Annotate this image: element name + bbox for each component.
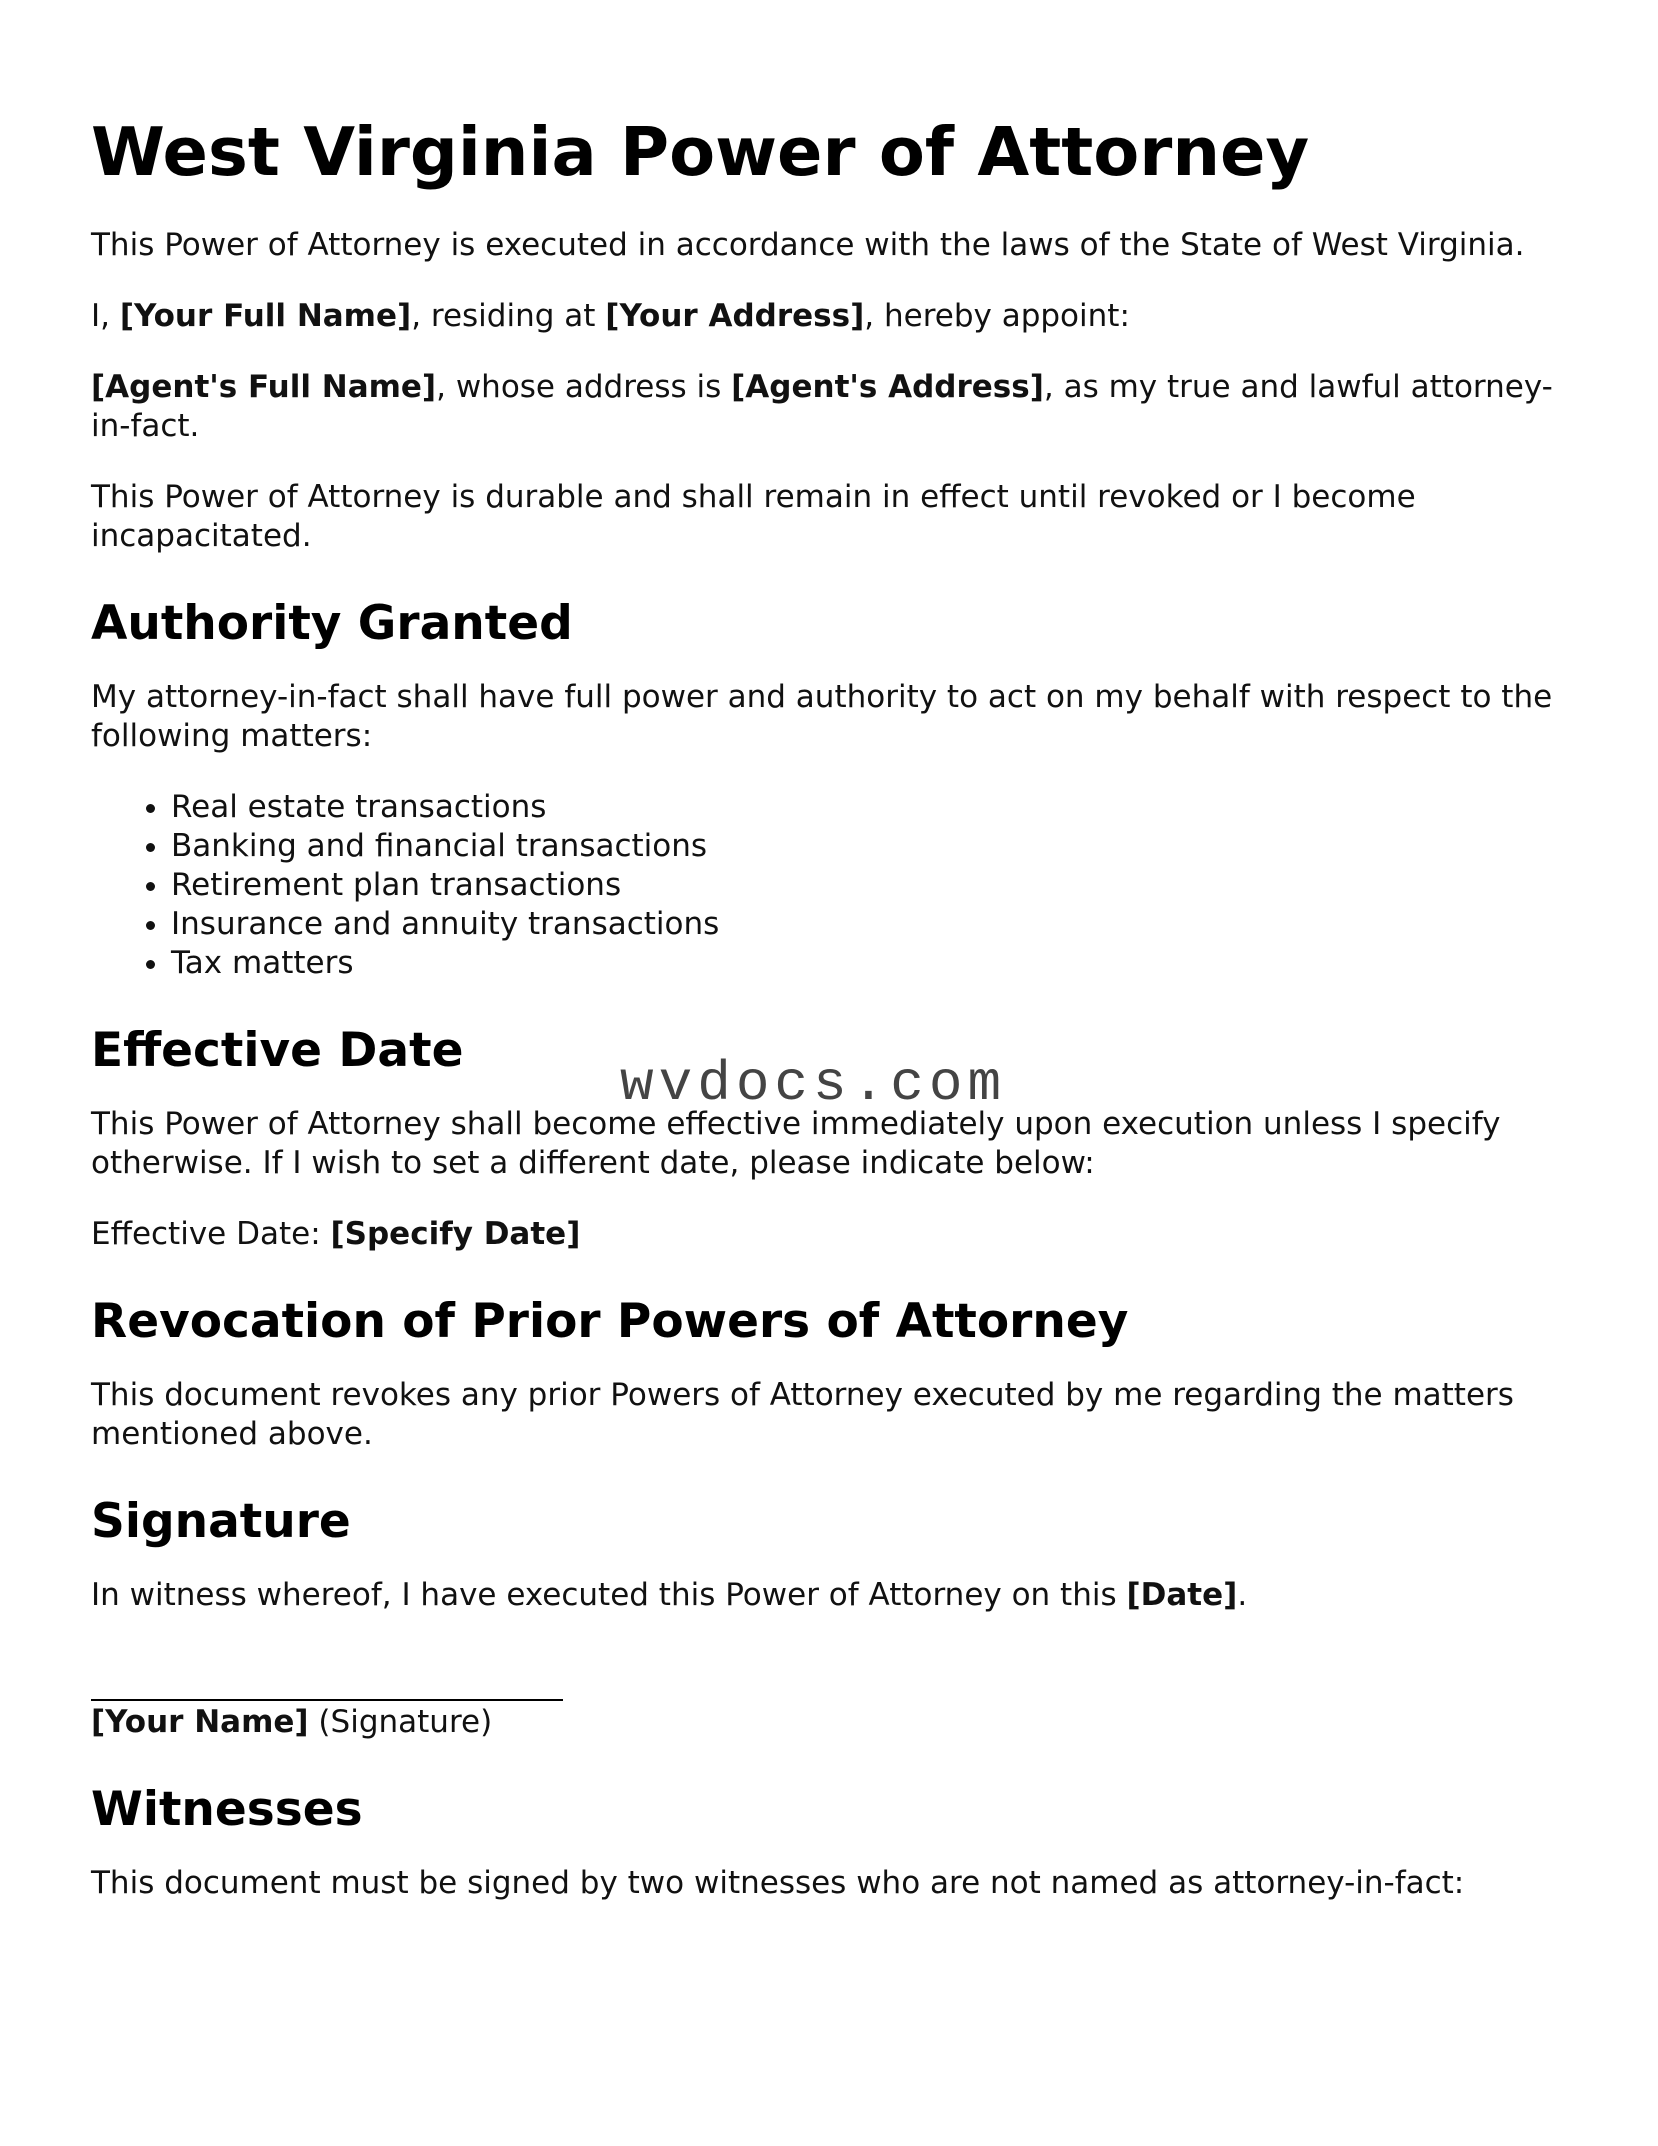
effective-heading: Effective Date [91,1023,464,1078]
durable-paragraph: This Power of Attorney is durable and shall remain in effect until revoked or I become incapacitated. [91,479,1416,554]
revocation-paragraph: This document revokes any prior Powers of Attorney executed by me regarding the matters mentioned above. [91,1377,1514,1452]
witnesses-paragraph: This document must be signed by two witnesses who are not named as attorney-in-fact: [91,1865,1465,1901]
intro-paragraph: This Power of Attorney is executed in accordance with the laws of the State of West Virginia. [91,227,1525,263]
signature-caption-text: (Signature) [308,1704,493,1740]
revocation-heading: Revocation of Prior Powers of Attorney [91,1294,1129,1349]
witnesses-heading: Witnesses [91,1782,363,1837]
effective-date-line [91,1215,1591,1254]
list-item: • Insurance and annuity transactions [171,905,1591,944]
authority-heading: Authority Granted [91,596,573,651]
document-page [91,112,1591,1935]
agent-name-placeholder: [Agent's Full Name] [91,369,437,405]
appoint-middle: , residing at [411,298,606,334]
list-item: • Tax matters [171,944,1591,983]
appoint-suffix: , hereby appoint: [864,298,1130,334]
authority-list [91,788,1591,983]
appoint-prefix: I, [91,298,120,334]
list-item: • Real estate transactions [171,788,1591,827]
list-item: • Banking and financial transactions [171,827,1591,866]
signature-line [91,1659,563,1701]
document-title: West Virginia Power of Attorney [91,113,1310,191]
watermark: wvdocs.com [620,1052,1007,1116]
signature-text-prefix: In witness whereof, I have executed this Power of Attorney on this [91,1577,1127,1613]
agent-middle: , whose address is [436,369,732,405]
effective-paragraph: This Power of Attorney shall become effective immediately upon execution unless I specify otherwise. If I wish to set a different date, please indicate below: [91,1106,1501,1181]
principal-address-placeholder: [Your Address] [605,298,865,334]
signature-text-suffix: . [1237,1577,1248,1613]
signature-date-placeholder: [Date] [1126,1577,1238,1613]
agent-suffix: , as my true and lawful attorney-in-fact. [91,369,1553,444]
agent-paragraph [91,368,1591,446]
signature-caption [91,1703,1591,1742]
signature-paragraph [91,1576,1591,1615]
principal-name-placeholder: [Your Full Name] [119,298,412,334]
effective-date-label: Effective Date: [91,1216,331,1252]
list-item: • Retirement plan transactions [171,866,1591,905]
authority-paragraph: My attorney-in-fact shall have full power and authority to act on my behalf with respect to the following matters: [91,679,1553,754]
effective-date-placeholder: [Specify Date] [330,1216,581,1252]
agent-address-placeholder: [Agent's Address] [731,369,1044,405]
appoint-paragraph [91,297,1591,336]
signer-name-placeholder: [Your Name] [91,1704,309,1740]
signature-heading: Signature [91,1494,351,1549]
